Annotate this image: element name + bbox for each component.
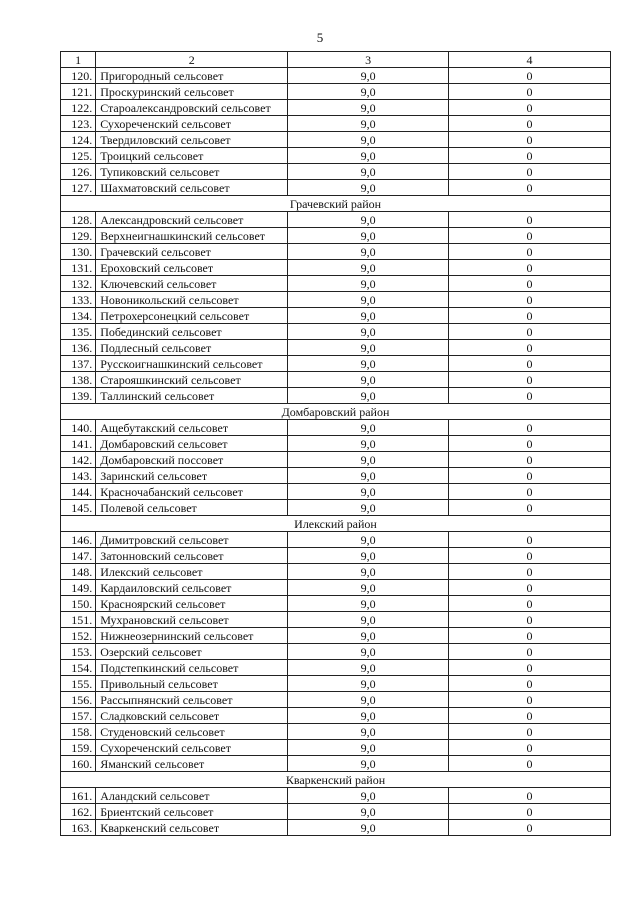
column-header-4: 4 [449,52,611,68]
settlement-name: Тупиковский сельсовет [96,164,288,180]
value-col-4: 0 [449,164,611,180]
row-number: 145. [61,500,96,516]
row-number: 152. [61,628,96,644]
settlement-name: Нижнеозернинский сельсовет [96,628,288,644]
row-number: 122. [61,100,96,116]
table-row [61,260,611,276]
value-col-4: 0 [449,228,611,244]
value-col-3: 9,0 [288,84,449,100]
value-col-3: 9,0 [288,148,449,164]
value-col-4: 0 [449,724,611,740]
table-row [61,420,611,436]
row-number: 153. [61,644,96,660]
row-number: 155. [61,676,96,692]
district-name: Грачевский район [61,196,611,212]
table-row [61,692,611,708]
table-row [61,116,611,132]
settlement-name: Ащебутакский сельсовет [96,420,288,436]
value-col-3: 9,0 [288,484,449,500]
value-col-4: 0 [449,148,611,164]
value-col-3: 9,0 [288,116,449,132]
page-number: 5 [316,30,324,45]
value-col-3: 9,0 [288,468,449,484]
district-header-row [61,772,611,788]
settlement-name: Красночабанский сельсовет [96,484,288,500]
row-number: 125. [61,148,96,164]
row-number: 161. [61,788,96,804]
settlement-name: Шахматовский сельсовет [96,180,288,196]
row-number: 149. [61,580,96,596]
table-row [61,500,611,516]
value-col-3: 9,0 [288,132,449,148]
row-number: 136. [61,340,96,356]
column-header-2: 2 [96,52,288,68]
district-header-row [61,196,611,212]
value-col-4: 0 [449,452,611,468]
value-col-3: 9,0 [288,548,449,564]
value-col-3: 9,0 [288,388,449,404]
settlement-name: Кваркенский сельсовет [96,820,288,836]
settlement-name: Подлесный сельсовет [96,340,288,356]
settlement-name: Сухореченский сельсовет [96,116,288,132]
value-col-4: 0 [449,788,611,804]
value-col-3: 9,0 [288,692,449,708]
settlement-name: Проскуринский сельсовет [96,84,288,100]
table-row [61,756,611,772]
table-row [61,388,611,404]
value-col-4: 0 [449,292,611,308]
settlement-name: Кардаиловский сельсовет [96,580,288,596]
value-col-4: 0 [449,132,611,148]
value-col-3: 9,0 [288,372,449,388]
row-number: 140. [61,420,96,436]
table-row [61,676,611,692]
table-row [61,228,611,244]
value-col-4: 0 [449,804,611,820]
table-row [61,468,611,484]
row-number: 154. [61,660,96,676]
value-col-4: 0 [449,708,611,724]
settlement-name: Заринский сельсовет [96,468,288,484]
table-row [61,564,611,580]
value-col-4: 0 [449,596,611,612]
settlement-name: Рассыпнянский сельсовет [96,692,288,708]
settlement-name: Студеновский сельсовет [96,724,288,740]
row-number: 147. [61,548,96,564]
row-number: 120. [61,68,96,84]
row-number: 123. [61,116,96,132]
table-row [61,740,611,756]
value-col-3: 9,0 [288,580,449,596]
row-number: 128. [61,212,96,228]
value-col-3: 9,0 [288,436,449,452]
value-col-4: 0 [449,740,611,756]
value-col-3: 9,0 [288,244,449,260]
value-col-3: 9,0 [288,820,449,836]
settlement-name: Красноярский сельсовет [96,596,288,612]
table-body [61,52,611,836]
value-col-3: 9,0 [288,756,449,772]
settlement-name: Пригородный сельсовет [96,68,288,84]
table-row [61,612,611,628]
value-col-4: 0 [449,212,611,228]
value-col-4: 0 [449,244,611,260]
table-row [61,724,611,740]
district-header-row [61,516,611,532]
value-col-3: 9,0 [288,500,449,516]
value-col-3: 9,0 [288,740,449,756]
value-col-4: 0 [449,676,611,692]
settlement-name: Твердиловский сельсовет [96,132,288,148]
row-number: 162. [61,804,96,820]
value-col-4: 0 [449,260,611,276]
value-col-4: 0 [449,372,611,388]
settlement-name: Яманский сельсовет [96,756,288,772]
district-header-row [61,404,611,420]
value-col-4: 0 [449,84,611,100]
row-number: 143. [61,468,96,484]
settlement-name: Подстепкинский сельсовет [96,660,288,676]
value-col-4: 0 [449,324,611,340]
table-row [61,164,611,180]
row-number: 138. [61,372,96,388]
table-row [61,100,611,116]
value-col-3: 9,0 [288,724,449,740]
settlement-name: Верхнеигнашкинский сельсовет [96,228,288,244]
value-col-3: 9,0 [288,564,449,580]
value-col-4: 0 [449,100,611,116]
column-header-3: 3 [288,52,449,68]
table-row [61,180,611,196]
value-col-3: 9,0 [288,612,449,628]
value-col-3: 9,0 [288,804,449,820]
value-col-3: 9,0 [288,260,449,276]
value-col-3: 9,0 [288,276,449,292]
table-row [61,596,611,612]
value-col-3: 9,0 [288,532,449,548]
settlement-name: Таллинский сельсовет [96,388,288,404]
row-number: 159. [61,740,96,756]
column-header-1: 1 [61,52,96,68]
row-number: 144. [61,484,96,500]
settlement-name: Староалександровский сельсовет [96,100,288,116]
value-col-4: 0 [449,340,611,356]
table-row [61,484,611,500]
value-col-4: 0 [449,820,611,836]
settlement-name: Троицкий сельсовет [96,148,288,164]
row-number: 158. [61,724,96,740]
table-row [61,628,611,644]
table-row [61,788,611,804]
value-col-3: 9,0 [288,708,449,724]
value-col-3: 9,0 [288,596,449,612]
value-col-4: 0 [449,644,611,660]
settlement-name: Полевой сельсовет [96,500,288,516]
row-number: 135. [61,324,96,340]
settlement-name: Ключевский сельсовет [96,276,288,292]
value-col-3: 9,0 [288,788,449,804]
settlement-name: Домбаровский сельсовет [96,436,288,452]
value-col-4: 0 [449,548,611,564]
row-number: 126. [61,164,96,180]
value-col-3: 9,0 [288,180,449,196]
settlement-name: Бриентский сельсовет [96,804,288,820]
table-row [61,308,611,324]
settlement-name: Александровский сельсовет [96,212,288,228]
table-row [61,580,611,596]
row-number: 129. [61,228,96,244]
value-col-3: 9,0 [288,452,449,468]
table-row [61,244,611,260]
value-col-4: 0 [449,660,611,676]
value-col-4: 0 [449,580,611,596]
settlement-name: Русскоигнашкинский сельсовет [96,356,288,372]
table-row [61,276,611,292]
table-row [61,324,611,340]
row-number: 139. [61,388,96,404]
district-name: Домбаровский район [61,404,611,420]
value-col-3: 9,0 [288,676,449,692]
table-row [61,372,611,388]
settlement-name: Новоникольский сельсовет [96,292,288,308]
table-row [61,292,611,308]
table-row [61,212,611,228]
settlement-name: Побединский сельсовет [96,324,288,340]
value-col-3: 9,0 [288,100,449,116]
table-row [61,548,611,564]
value-col-3: 9,0 [288,308,449,324]
value-col-4: 0 [449,116,611,132]
settlement-name: Мухрановский сельсовет [96,612,288,628]
value-col-4: 0 [449,612,611,628]
settlement-name: Домбаровский поссовет [96,452,288,468]
table-row [61,452,611,468]
settlement-name: Грачевский сельсовет [96,244,288,260]
row-number: 121. [61,84,96,100]
table-row [61,148,611,164]
settlement-name: Старояшкинский сельсовет [96,372,288,388]
row-number: 156. [61,692,96,708]
value-col-4: 0 [449,388,611,404]
value-col-4: 0 [449,308,611,324]
value-col-4: 0 [449,420,611,436]
row-number: 146. [61,532,96,548]
value-col-4: 0 [449,564,611,580]
value-col-3: 9,0 [288,420,449,436]
table-row [61,708,611,724]
table-row [61,132,611,148]
row-number: 141. [61,436,96,452]
table-row [61,356,611,372]
value-col-4: 0 [449,756,611,772]
value-col-3: 9,0 [288,228,449,244]
value-col-4: 0 [449,356,611,372]
value-col-4: 0 [449,180,611,196]
settlement-name: Ероховский сельсовет [96,260,288,276]
table-row [61,532,611,548]
value-col-4: 0 [449,468,611,484]
value-col-3: 9,0 [288,356,449,372]
value-col-4: 0 [449,436,611,452]
value-col-3: 9,0 [288,212,449,228]
value-col-4: 0 [449,484,611,500]
value-col-3: 9,0 [288,324,449,340]
row-number: 130. [61,244,96,260]
value-col-4: 0 [449,532,611,548]
value-col-3: 9,0 [288,644,449,660]
table-row [61,436,611,452]
value-col-4: 0 [449,692,611,708]
row-number: 160. [61,756,96,772]
row-number: 131. [61,260,96,276]
row-number: 132. [61,276,96,292]
table-row [61,820,611,836]
row-number: 148. [61,564,96,580]
value-col-3: 9,0 [288,164,449,180]
settlement-name: Привольный сельсовет [96,676,288,692]
district-name: Кваркенский район [61,772,611,788]
table-row [61,804,611,820]
value-col-3: 9,0 [288,340,449,356]
settlement-name: Илекский сельсовет [96,564,288,580]
value-col-4: 0 [449,500,611,516]
settlement-name: Петрохерсонецкий сельсовет [96,308,288,324]
table-row [61,644,611,660]
value-col-4: 0 [449,628,611,644]
table-row [61,660,611,676]
value-col-3: 9,0 [288,660,449,676]
settlement-name: Озерский сельсовет [96,644,288,660]
allocation-table [60,51,611,836]
row-number: 150. [61,596,96,612]
row-number: 133. [61,292,96,308]
row-number: 137. [61,356,96,372]
value-col-3: 9,0 [288,68,449,84]
settlement-name: Сладковский сельсовет [96,708,288,724]
row-number: 163. [61,820,96,836]
value-col-4: 0 [449,276,611,292]
table-header-row [61,52,611,68]
row-number: 151. [61,612,96,628]
value-col-4: 0 [449,68,611,84]
row-number: 124. [61,132,96,148]
value-col-3: 9,0 [288,292,449,308]
settlement-name: Затонновский сельсовет [96,548,288,564]
value-col-3: 9,0 [288,628,449,644]
row-number: 127. [61,180,96,196]
settlement-name: Сухореченский сельсовет [96,740,288,756]
row-number: 157. [61,708,96,724]
settlement-name: Аландский сельсовет [96,788,288,804]
table-row [61,68,611,84]
row-number: 142. [61,452,96,468]
district-name: Илекский район [61,516,611,532]
table-row [61,340,611,356]
row-number: 134. [61,308,96,324]
settlement-name: Димитровский сельсовет [96,532,288,548]
table-row [61,84,611,100]
